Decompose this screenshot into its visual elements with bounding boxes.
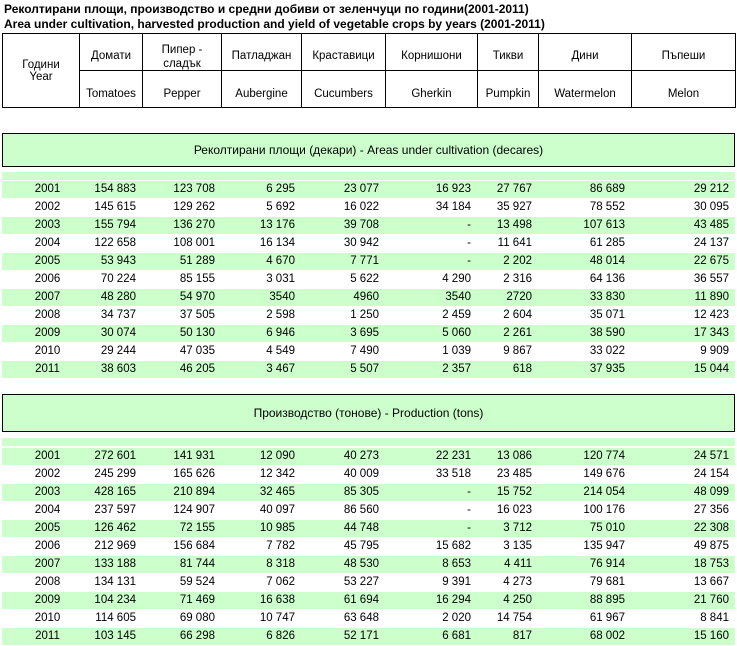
value-cell: 16 638 <box>221 592 301 610</box>
value-cell: 3 135 <box>477 538 538 556</box>
value-cell: 237 597 <box>79 502 142 520</box>
value-cell: 7 771 <box>301 253 385 271</box>
value-cell: 212 969 <box>79 538 142 556</box>
table-row <box>2 235 735 253</box>
value-cell: 15 044 <box>631 361 735 379</box>
value-cell: 3540 <box>221 289 301 307</box>
year-cell: 2006 <box>2 538 79 556</box>
area-table <box>2 181 735 379</box>
value-cell: 15 160 <box>631 628 735 646</box>
col-header-pepper-en: Pepper <box>143 71 222 108</box>
year-cell: 2010 <box>2 343 79 361</box>
year-header-bg: Години <box>22 58 60 71</box>
value-cell: 3 712 <box>477 520 538 538</box>
year-cell: 2003 <box>2 217 79 235</box>
value-cell: 210 894 <box>142 484 221 502</box>
value-cell: 86 560 <box>301 502 385 520</box>
value-cell: 50 130 <box>142 325 221 343</box>
value-cell: 37 935 <box>538 361 631 379</box>
value-cell: 13 086 <box>477 448 538 466</box>
value-cell: 16 294 <box>385 592 477 610</box>
value-cell: 2 357 <box>385 361 477 379</box>
value-cell: 22 308 <box>631 520 735 538</box>
year-header-en: Year <box>29 70 53 83</box>
value-cell: 6 826 <box>221 628 301 646</box>
value-cell: 48 280 <box>79 289 142 307</box>
section-production-band <box>2 438 735 446</box>
table-row <box>2 610 735 628</box>
col-header-pumpkin-bg: Тикви <box>478 34 539 71</box>
year-cell: 2011 <box>2 361 79 379</box>
value-cell: 272 601 <box>79 448 142 466</box>
value-cell: 36 557 <box>631 271 735 289</box>
col-header-watermelon-bg: Дини <box>539 34 632 71</box>
value-cell: 618 <box>477 361 538 379</box>
value-cell: 16 923 <box>385 181 477 199</box>
value-cell: 24 571 <box>631 448 735 466</box>
value-cell: 47 035 <box>142 343 221 361</box>
value-cell: 76 914 <box>538 556 631 574</box>
col-header-aubergine-bg: Патладжан <box>222 34 302 71</box>
value-cell: 1 250 <box>301 307 385 325</box>
table-row <box>2 271 735 289</box>
value-cell: 5 060 <box>385 325 477 343</box>
value-cell: 4 250 <box>477 592 538 610</box>
year-cell: 2008 <box>2 574 79 592</box>
value-cell: 2 316 <box>477 271 538 289</box>
year-cell: 2005 <box>2 520 79 538</box>
value-cell: 3 031 <box>221 271 301 289</box>
value-cell: 51 289 <box>142 253 221 271</box>
col-header-cucumbers-bg: Краставици <box>302 34 386 71</box>
section-production-heading: Производство (тонове) - Production (tons) <box>2 394 735 432</box>
value-cell: - <box>385 502 477 520</box>
value-cell: 59 524 <box>142 574 221 592</box>
value-cell: 37 505 <box>142 307 221 325</box>
value-cell: 165 626 <box>142 466 221 484</box>
value-cell: 61 285 <box>538 235 631 253</box>
value-cell: 124 907 <box>142 502 221 520</box>
value-cell: - <box>385 253 477 271</box>
value-cell: 22 231 <box>385 448 477 466</box>
value-cell: 155 794 <box>79 217 142 235</box>
value-cell: 135 947 <box>538 538 631 556</box>
value-cell: 7 782 <box>221 538 301 556</box>
col-header-gherkin-en: Gherkin <box>386 71 478 108</box>
production-table <box>2 448 735 646</box>
value-cell: 85 305 <box>301 484 385 502</box>
value-cell: 23 077 <box>301 181 385 199</box>
value-cell: 71 469 <box>142 592 221 610</box>
table-row <box>2 628 735 646</box>
value-cell: 108 001 <box>142 235 221 253</box>
value-cell: 22 675 <box>631 253 735 271</box>
value-cell: 154 883 <box>79 181 142 199</box>
year-cell: 2008 <box>2 307 79 325</box>
value-cell: 4 411 <box>477 556 538 574</box>
value-cell: 32 465 <box>221 484 301 502</box>
value-cell: 23 485 <box>477 466 538 484</box>
value-cell: 103 145 <box>79 628 142 646</box>
title-english: Area under cultivation, harvested production and yield of vegetable crops by years (2001-2011) <box>4 17 545 31</box>
value-cell: 134 131 <box>79 574 142 592</box>
value-cell: 4 670 <box>221 253 301 271</box>
value-cell: 24 154 <box>631 466 735 484</box>
value-cell: 8 318 <box>221 556 301 574</box>
value-cell: 72 155 <box>142 520 221 538</box>
year-cell: 2004 <box>2 502 79 520</box>
value-cell: 2 604 <box>477 307 538 325</box>
table-row <box>2 448 735 466</box>
table-row <box>2 556 735 574</box>
value-cell: 35 927 <box>477 199 538 217</box>
value-cell: 30 095 <box>631 199 735 217</box>
value-cell: 24 137 <box>631 235 735 253</box>
col-header-tomatoes-en: Tomatoes <box>80 71 143 108</box>
table-row <box>2 289 735 307</box>
value-cell: 7 490 <box>301 343 385 361</box>
value-cell: 78 552 <box>538 199 631 217</box>
value-cell: 817 <box>477 628 538 646</box>
value-cell: 156 684 <box>142 538 221 556</box>
value-cell: 38 590 <box>538 325 631 343</box>
value-cell: 7 062 <box>221 574 301 592</box>
value-cell: 53 227 <box>301 574 385 592</box>
value-cell: 40 273 <box>301 448 385 466</box>
year-cell: 2010 <box>2 610 79 628</box>
table-row <box>2 574 735 592</box>
value-cell: 34 184 <box>385 199 477 217</box>
year-cell: 2002 <box>2 466 79 484</box>
value-cell: 54 970 <box>142 289 221 307</box>
value-cell: 40 009 <box>301 466 385 484</box>
value-cell: 61 694 <box>301 592 385 610</box>
value-cell: 8 653 <box>385 556 477 574</box>
value-cell: 16 023 <box>477 502 538 520</box>
value-cell: 11 641 <box>477 235 538 253</box>
value-cell: 29 212 <box>631 181 735 199</box>
value-cell: 48 014 <box>538 253 631 271</box>
value-cell: 145 615 <box>79 199 142 217</box>
year-cell: 2007 <box>2 556 79 574</box>
value-cell: 43 485 <box>631 217 735 235</box>
value-cell: 3 695 <box>301 325 385 343</box>
table-row <box>2 484 735 502</box>
value-cell: 13 176 <box>221 217 301 235</box>
value-cell: 123 708 <box>142 181 221 199</box>
value-cell: 6 681 <box>385 628 477 646</box>
value-cell: 30 074 <box>79 325 142 343</box>
col-header-pumpkin-en: Pumpkin <box>478 71 539 108</box>
value-cell: 64 136 <box>538 271 631 289</box>
value-cell: 2 202 <box>477 253 538 271</box>
title-bulgarian: Реколтирани площи, производство и средни добиви от зеленчуци по години(2001-2011) <box>4 2 529 16</box>
year-cell: 2009 <box>2 325 79 343</box>
value-cell: 45 795 <box>301 538 385 556</box>
table-row <box>2 466 735 484</box>
value-cell: 12 423 <box>631 307 735 325</box>
value-cell: 68 002 <box>538 628 631 646</box>
value-cell: - <box>385 235 477 253</box>
value-cell: 46 205 <box>142 361 221 379</box>
value-cell: - <box>385 217 477 235</box>
value-cell: 5 507 <box>301 361 385 379</box>
value-cell: 88 895 <box>538 592 631 610</box>
value-cell: - <box>385 520 477 538</box>
value-cell: 6 295 <box>221 181 301 199</box>
value-cell: 6 946 <box>221 325 301 343</box>
col-header-aubergine-en: Aubergine <box>222 71 302 108</box>
value-cell: 16 134 <box>221 235 301 253</box>
value-cell: 4 549 <box>221 343 301 361</box>
value-cell: 85 155 <box>142 271 221 289</box>
value-cell: 63 648 <box>301 610 385 628</box>
year-cell: 2004 <box>2 235 79 253</box>
value-cell: 122 658 <box>79 235 142 253</box>
year-cell: 2009 <box>2 592 79 610</box>
value-cell: 53 943 <box>79 253 142 271</box>
value-cell: 52 171 <box>301 628 385 646</box>
section-area-heading: Реколтирани площи (декари) - Areas under cultivation (decares) <box>2 133 735 167</box>
value-cell: 129 262 <box>142 199 221 217</box>
value-cell: 5 622 <box>301 271 385 289</box>
value-cell: 9 391 <box>385 574 477 592</box>
value-cell: 2 598 <box>221 307 301 325</box>
value-cell: 8 841 <box>631 610 735 628</box>
value-cell: 11 890 <box>631 289 735 307</box>
value-cell: 141 931 <box>142 448 221 466</box>
value-cell: 4 290 <box>385 271 477 289</box>
value-cell: 12 090 <box>221 448 301 466</box>
value-cell: 29 244 <box>79 343 142 361</box>
year-cell: 2011 <box>2 628 79 646</box>
table-row <box>2 592 735 610</box>
table-row <box>2 343 735 361</box>
col-header-melon-en: Melon <box>632 71 736 108</box>
value-cell: 149 676 <box>538 466 631 484</box>
value-cell: 107 613 <box>538 217 631 235</box>
value-cell: 17 343 <box>631 325 735 343</box>
table-row <box>2 253 735 271</box>
value-cell: 35 071 <box>538 307 631 325</box>
value-cell: 81 744 <box>142 556 221 574</box>
year-cell: 2001 <box>2 181 79 199</box>
value-cell: 4960 <box>301 289 385 307</box>
value-cell: 2720 <box>477 289 538 307</box>
value-cell: 133 188 <box>79 556 142 574</box>
col-header-cucumbers-en: Cucumbers <box>302 71 386 108</box>
table-row <box>2 199 735 217</box>
section-area-band <box>2 172 735 180</box>
table-row <box>2 361 735 379</box>
value-cell: 61 967 <box>538 610 631 628</box>
value-cell: 136 270 <box>142 217 221 235</box>
header-table <box>2 33 736 108</box>
value-cell: 27 356 <box>631 502 735 520</box>
value-cell: 49 875 <box>631 538 735 556</box>
value-cell: 15 682 <box>385 538 477 556</box>
value-cell: 39 708 <box>301 217 385 235</box>
value-cell: 2 020 <box>385 610 477 628</box>
value-cell: 30 942 <box>301 235 385 253</box>
col-header-gherkin-bg: Корнишони <box>386 34 478 71</box>
value-cell: 10 747 <box>221 610 301 628</box>
year-header <box>3 34 80 108</box>
value-cell: 15 752 <box>477 484 538 502</box>
value-cell: 10 985 <box>221 520 301 538</box>
value-cell: 27 767 <box>477 181 538 199</box>
value-cell: 33 518 <box>385 466 477 484</box>
col-header-tomatoes-bg: Домати <box>80 34 143 71</box>
year-cell: 2006 <box>2 271 79 289</box>
value-cell: 245 299 <box>79 466 142 484</box>
year-cell: 2007 <box>2 289 79 307</box>
value-cell: 33 022 <box>538 343 631 361</box>
year-cell: 2002 <box>2 199 79 217</box>
value-cell: 5 692 <box>221 199 301 217</box>
value-cell: 38 603 <box>79 361 142 379</box>
value-cell: 3540 <box>385 289 477 307</box>
value-cell: 48 530 <box>301 556 385 574</box>
col-header-melon-bg: Пъпеши <box>632 34 736 71</box>
value-cell: 214 054 <box>538 484 631 502</box>
value-cell: 4 273 <box>477 574 538 592</box>
table-row <box>2 217 735 235</box>
table-row <box>2 325 735 343</box>
value-cell: 21 760 <box>631 592 735 610</box>
value-cell: 104 234 <box>79 592 142 610</box>
value-cell: 428 165 <box>79 484 142 502</box>
value-cell: 79 681 <box>538 574 631 592</box>
value-cell: 126 462 <box>79 520 142 538</box>
table-row <box>2 538 735 556</box>
value-cell: 9 909 <box>631 343 735 361</box>
value-cell: 2 261 <box>477 325 538 343</box>
value-cell: 120 774 <box>538 448 631 466</box>
value-cell: 9 867 <box>477 343 538 361</box>
value-cell: 16 022 <box>301 199 385 217</box>
year-cell: 2003 <box>2 484 79 502</box>
table-row <box>2 307 735 325</box>
value-cell: 44 748 <box>301 520 385 538</box>
value-cell: 40 097 <box>221 502 301 520</box>
value-cell: 34 737 <box>79 307 142 325</box>
value-cell: 66 298 <box>142 628 221 646</box>
value-cell: 69 080 <box>142 610 221 628</box>
col-header-watermelon-en: Watermelon <box>539 71 632 108</box>
value-cell: 114 605 <box>79 610 142 628</box>
table-row <box>2 520 735 538</box>
table-row <box>2 502 735 520</box>
col-header-pepper-bg: Пипер - сладък <box>143 34 222 71</box>
year-cell: 2001 <box>2 448 79 466</box>
value-cell: 13 498 <box>477 217 538 235</box>
value-cell: 75 010 <box>538 520 631 538</box>
value-cell: 14 754 <box>477 610 538 628</box>
year-cell: 2005 <box>2 253 79 271</box>
value-cell: 2 459 <box>385 307 477 325</box>
value-cell: 100 176 <box>538 502 631 520</box>
value-cell: 3 467 <box>221 361 301 379</box>
value-cell: 33 830 <box>538 289 631 307</box>
value-cell: 1 039 <box>385 343 477 361</box>
value-cell: 70 224 <box>79 271 142 289</box>
value-cell: 86 689 <box>538 181 631 199</box>
value-cell: 13 667 <box>631 574 735 592</box>
table-row <box>2 181 735 199</box>
value-cell: 48 099 <box>631 484 735 502</box>
value-cell: 12 342 <box>221 466 301 484</box>
value-cell: - <box>385 484 477 502</box>
value-cell: 18 753 <box>631 556 735 574</box>
